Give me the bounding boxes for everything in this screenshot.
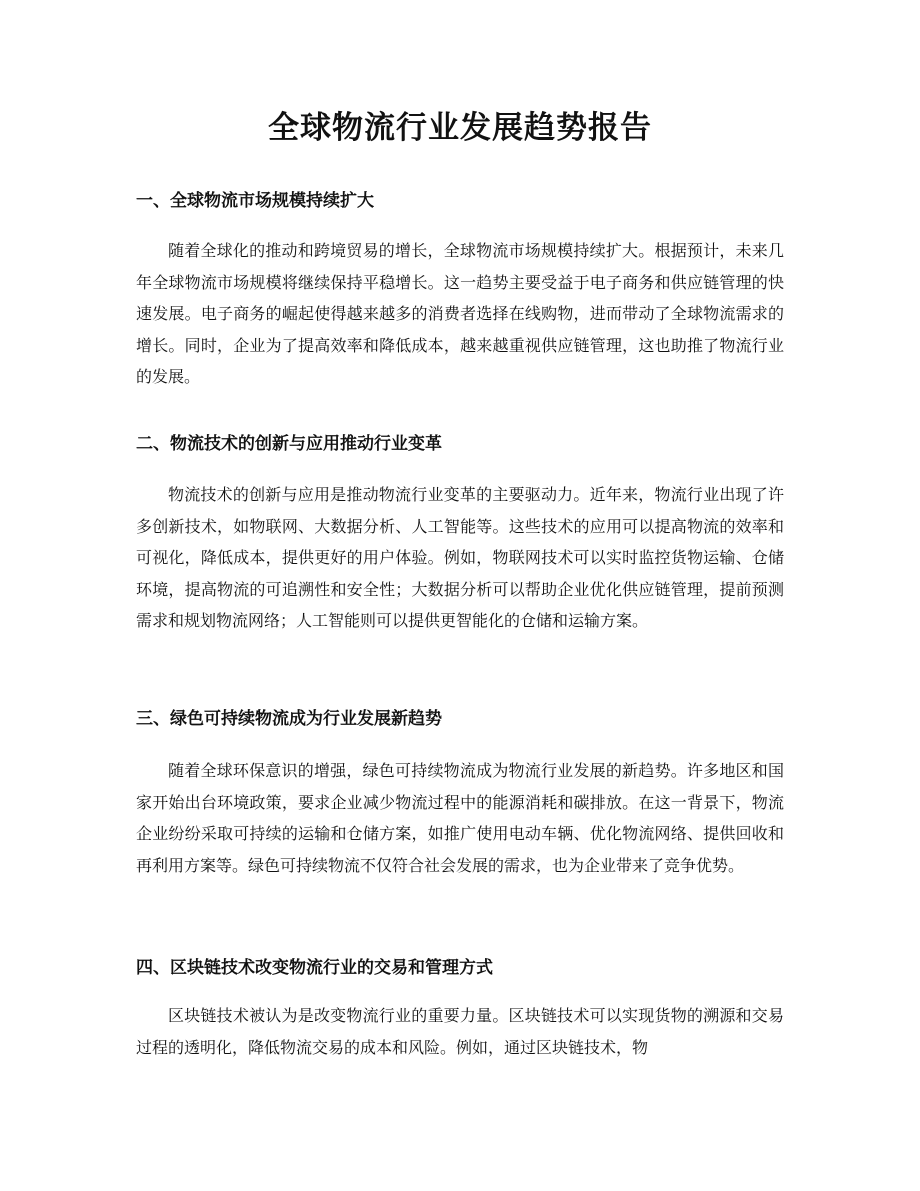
section-heading: 二、物流技术的创新与应用推动行业变革 (136, 434, 442, 454)
section-heading: 四、区块链技术改变物流行业的交易和管理方式 (136, 958, 493, 978)
section-paragraph: 区块链技术被认为是改变物流行业的重要力量。区块链技术可以实现货物的溯源和交易过程的透明化，降低物流交易的成本和风险。例如，通过区块链技术，物 (136, 1006, 784, 1057)
section-paragraph: 物流技术的创新与应用是推动物流行业变革的主要驱动力。近年来，物流行业出现了许多创新技术，如物联网、大数据分析、人工智能等。这些技术的应用可以提高物流的效率和可视化，降低成本，提供更好的用户体验。例如，物联网技术可以实时监控货物运输、仓储环境，提高物流的可追溯性和安全性；大数据分析可以帮助企业优化供应链管理，提前预测需求和规划物流网络；人工智能则可以提供更智能化的仓储和运输方案。 (136, 485, 784, 631)
section-paragraph: 随着全球环保意识的增强，绿色可持续物流成为物流行业发展的新趋势。许多地区和国家开始出台环境政策，要求企业减少物流过程中的能源消耗和碳排放。在这一背景下，物流企业纷纷采取可持续的运输和仓储方案，如推广使用电动车辆、优化物流网络、提供回收和再利用方案等。绿色可持续物流不仅符合社会发展的需求，也为企业带来了竞争优势。 (136, 761, 784, 875)
section-heading: 一、全球物流市场规模持续扩大 (136, 191, 374, 211)
section-paragraph: 随着全球化的推动和跨境贸易的增长，全球物流市场规模持续扩大。根据预计，未来几年全球物流市场规模将继续保持平稳增长。这一趋势主要受益于电子商务和供应链管理的快速发展。电子商务的崛起使得越来越多的消费者选择在线购物，进而带动了全球物流需求的增长。同时，企业为了提高效率和降低成本，越来越重视供应链管理，这也助推了物流行业的发展。 (136, 241, 784, 387)
section-heading: 三、绿色可持续物流成为行业发展新趋势 (136, 709, 442, 729)
document-title: 全球物流行业发展趋势报告 (268, 110, 652, 146)
